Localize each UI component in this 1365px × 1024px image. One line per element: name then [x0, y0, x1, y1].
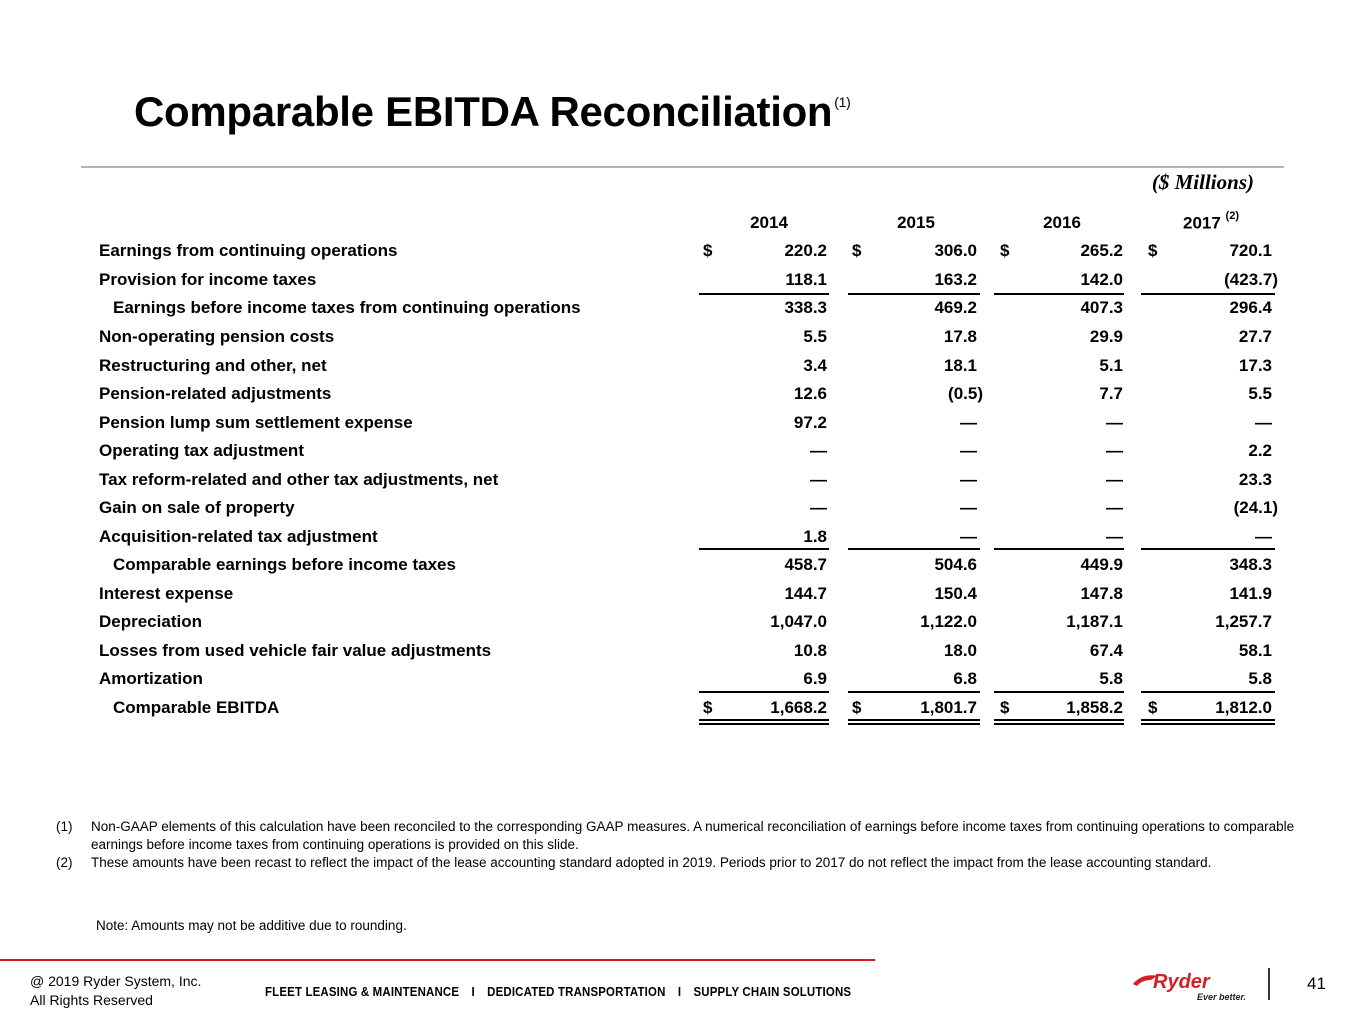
- row-label: Tax reform-related and other tax adjustments, net: [99, 470, 499, 489]
- row-label: Provision for income taxes: [99, 270, 317, 289]
- total-underline: [699, 723, 829, 725]
- table-row: [0, 356, 1365, 384]
- cell-value: —: [1106, 441, 1123, 460]
- page-number: 41: [1307, 974, 1326, 993]
- cell-value: 220.2: [784, 241, 827, 260]
- footer-divider: [0, 959, 875, 961]
- copyright-line-1: @ 2019 Ryder System, Inc.: [30, 973, 202, 989]
- table-row: [0, 527, 1365, 555]
- table-row: [0, 498, 1365, 526]
- cell-value: —: [1255, 413, 1272, 432]
- cell-value: 29.9: [1089, 327, 1123, 346]
- currency-symbol: $: [1148, 698, 1158, 717]
- table-row: [0, 584, 1365, 612]
- cell-value: 142.0: [1080, 270, 1123, 289]
- cell-value: 17.3: [1238, 356, 1272, 375]
- total-underline: [1141, 691, 1275, 693]
- logo-wordmark: Ryder: [1153, 971, 1210, 993]
- cell-value: 1.8: [803, 527, 827, 546]
- tagline-separator: I: [677, 984, 682, 999]
- subtotal-underline: [699, 293, 829, 295]
- cell-value: —: [1106, 527, 1123, 546]
- cell-value: 1,122.0: [920, 612, 977, 631]
- page-title: [134, 80, 851, 138]
- footnote-number: (1): [56, 819, 73, 834]
- currency-symbol: $: [1000, 241, 1010, 260]
- cell-value: 58.1: [1238, 641, 1272, 660]
- cell-value: —: [810, 498, 827, 517]
- total-underline: [699, 691, 829, 693]
- ryder-logo: [1131, 970, 1251, 1004]
- total-underline: [848, 723, 980, 725]
- row-label: Pension-related adjustments: [99, 384, 332, 403]
- row-label: Earnings before income taxes from continuing operations: [113, 298, 581, 317]
- cell-value: 5.5: [1248, 384, 1272, 403]
- subtotal-underline: [1141, 293, 1275, 295]
- row-label: Earnings from continuing operations: [99, 241, 398, 260]
- copyright-line-2: All Rights Reserved: [30, 992, 153, 1008]
- cell-value: 504.6: [934, 555, 977, 574]
- cell-value: 27.7: [1238, 327, 1272, 346]
- total-underline: [1141, 719, 1275, 721]
- column-header-2017: 2017 $^{(2)}$: [1182, 210, 1239, 233]
- cell-value: 2.2: [1248, 441, 1272, 460]
- cell-value: —: [960, 441, 977, 460]
- cell-value: 265.2: [1080, 241, 1123, 260]
- row-label: Comparable EBITDA: [113, 698, 280, 717]
- cell-value: 1,801.7: [920, 698, 977, 717]
- cell-value: 1,187.1: [1066, 612, 1123, 631]
- row-label: Operating tax adjustment: [99, 441, 304, 460]
- title-text: Comparable EBITDA Reconciliation: [134, 88, 833, 135]
- cell-value: —: [960, 527, 977, 546]
- cell-value: 5.8: [1248, 669, 1272, 688]
- cell-value: 449.9: [1080, 555, 1123, 574]
- cell-value: 5.8: [1099, 669, 1123, 688]
- row-label: Losses from used vehicle fair value adjustments: [99, 641, 492, 660]
- cell-value: 306.0: [934, 241, 977, 260]
- cell-value: 147.8: [1080, 584, 1123, 603]
- cell-value: —: [810, 441, 827, 460]
- cell-value: 469.2: [934, 298, 977, 317]
- column-header-2015: 2015: [897, 213, 935, 232]
- service-tagline: [265, 984, 851, 999]
- cell-value: 1,858.2: [1066, 698, 1123, 717]
- cell-value: 6.9: [803, 669, 827, 688]
- table-row: [0, 241, 1365, 269]
- cell-value: 296.4: [1229, 298, 1272, 317]
- currency-symbol: $: [852, 698, 862, 717]
- row-label: Acquisition-related tax adjustment: [99, 527, 378, 546]
- currency-symbol: $: [703, 241, 713, 260]
- row-label: Comparable earnings before income taxes: [113, 555, 456, 574]
- cell-value: 150.4: [934, 584, 977, 603]
- cell-value: (0.5): [948, 384, 983, 403]
- units-label: ($ Millions): [1151, 170, 1254, 194]
- tagline-item: SUPPLY CHAIN SOLUTIONS: [693, 984, 852, 999]
- copyright: [30, 972, 201, 1010]
- row-label: Gain on sale of property: [99, 498, 295, 517]
- footnotes: [56, 818, 1296, 872]
- row-label: Interest expense: [99, 584, 234, 603]
- cell-value: 12.6: [793, 384, 827, 403]
- table-row: [0, 612, 1365, 640]
- cell-value: —: [810, 470, 827, 489]
- cell-value: —: [960, 470, 977, 489]
- table-row: [0, 298, 1365, 326]
- title-divider: [81, 166, 1284, 168]
- cell-value: 10.8: [793, 641, 827, 660]
- currency-symbol: $: [1000, 698, 1010, 717]
- total-underline: [994, 723, 1124, 725]
- cell-value: (423.7): [1224, 270, 1278, 289]
- cell-value: 67.4: [1089, 641, 1123, 660]
- column-header-2014: 2014: [750, 213, 788, 232]
- row-label: Pension lump sum settlement expense: [99, 413, 413, 432]
- cell-value: 458.7: [784, 555, 827, 574]
- cell-value: 141.9: [1229, 584, 1272, 603]
- cell-value: 407.3: [1080, 298, 1123, 317]
- column-header-2016: 2016: [1043, 213, 1081, 232]
- title-footnote-ref: (1): [834, 94, 851, 110]
- table-row: [0, 413, 1365, 441]
- cell-value: 1,668.2: [770, 698, 827, 717]
- cell-value: —: [1106, 413, 1123, 432]
- cell-value: —: [1255, 527, 1272, 546]
- total-underline: [699, 719, 829, 721]
- table-row: [0, 470, 1365, 498]
- cell-value: 18.1: [943, 356, 977, 375]
- cell-value: 144.7: [784, 584, 827, 603]
- subtotal-underline: [848, 548, 980, 550]
- cell-value: 1,047.0: [770, 612, 827, 631]
- table-row: [0, 441, 1365, 469]
- cell-value: 6.8: [953, 669, 977, 688]
- total-underline: [994, 719, 1124, 721]
- tagline-item: DEDICATED TRANSPORTATION: [487, 984, 666, 999]
- subtotal-underline: [994, 548, 1124, 550]
- cell-value: 23.3: [1238, 470, 1272, 489]
- tagline-item: FLEET LEASING & MAINTENANCE: [265, 984, 460, 999]
- subtotal-underline: [699, 548, 829, 550]
- total-underline: [848, 691, 980, 693]
- subtotal-underline: [994, 293, 1124, 295]
- total-underline: [994, 691, 1124, 693]
- row-label: Depreciation: [99, 612, 202, 631]
- cell-value: —: [1106, 470, 1123, 489]
- cell-value: (24.1): [1233, 498, 1278, 517]
- cell-value: —: [960, 498, 977, 517]
- footnote-text: These amounts have been recast to reflect the impact of the lease accounting standard adopted in 2019. Periods prior to 2017 do not reflect the impact from the lease accounting standard.: [91, 855, 1212, 870]
- footer-vertical-bar: [1268, 968, 1270, 1000]
- logo-slogan: Ever better.: [1197, 992, 1247, 1002]
- footnote-text: Non-GAAP elements of this calculation have been reconciled to the corresponding GAAP measures. A numerical reconciliation of earnings before income taxes from continuing operations to comparable earnings before income taxes from continuing operations is provided on this slide.: [91, 819, 1295, 852]
- cell-value: —: [1106, 498, 1123, 517]
- subtotal-underline: [1141, 548, 1275, 550]
- cell-value: 97.2: [793, 413, 827, 432]
- total-underline: [848, 719, 980, 721]
- cell-value: 720.1: [1229, 241, 1272, 260]
- footnote-1: [56, 818, 1296, 854]
- cell-value: 5.1: [1099, 356, 1123, 375]
- table-row: [0, 698, 1365, 726]
- cell-value: 17.8: [943, 327, 977, 346]
- cell-value: —: [960, 413, 977, 432]
- cell-value: 18.0: [943, 641, 977, 660]
- total-underline: [1141, 723, 1275, 725]
- row-label: Restructuring and other, net: [99, 356, 327, 375]
- currency-symbol: $: [852, 241, 862, 260]
- subtotal-underline: [848, 293, 980, 295]
- rounding-note: Note: Amounts may not be additive due to rounding.: [96, 918, 407, 933]
- row-label: Amortization: [99, 669, 203, 688]
- table-row: [0, 555, 1365, 583]
- cell-value: 7.7: [1099, 384, 1123, 403]
- cell-value: 348.3: [1229, 555, 1272, 574]
- footnote-number: (2): [56, 855, 73, 870]
- cell-value: 338.3: [784, 298, 827, 317]
- cell-value: 1,257.7: [1215, 612, 1272, 631]
- cell-value: 1,812.0: [1215, 698, 1272, 717]
- cell-value: 163.2: [934, 270, 977, 289]
- currency-symbol: $: [703, 698, 713, 717]
- tagline-separator: I: [471, 984, 475, 999]
- footnote-2: [56, 854, 1296, 872]
- table-row: [0, 384, 1365, 412]
- currency-symbol: $: [1148, 241, 1158, 260]
- cell-value: 118.1: [785, 270, 827, 289]
- table-row: [0, 327, 1365, 355]
- cell-value: 3.4: [803, 356, 827, 375]
- cell-value: 5.5: [803, 327, 827, 346]
- table-row: [0, 641, 1365, 669]
- column-footnote-ref: (2): [1225, 210, 1239, 222]
- row-label: Non-operating pension costs: [99, 327, 335, 346]
